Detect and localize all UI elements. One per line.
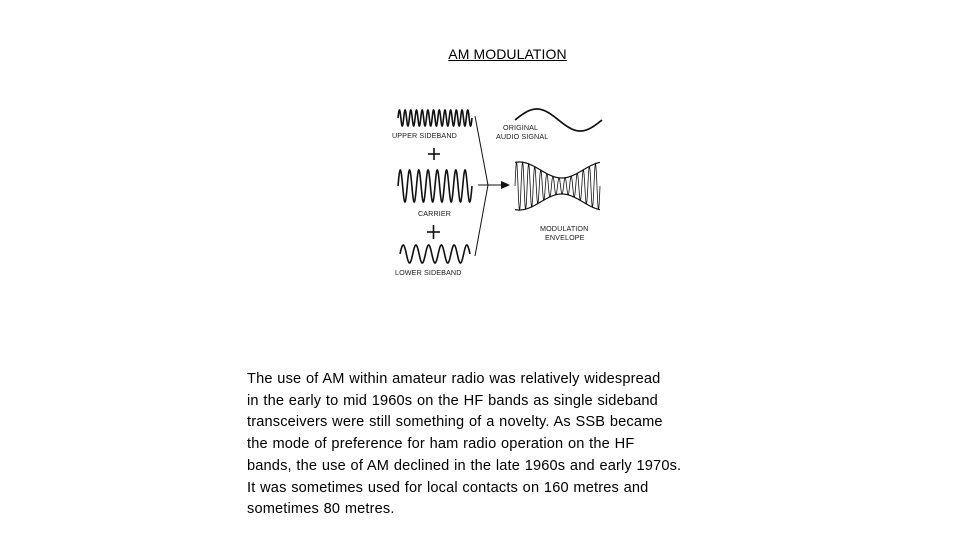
modulation-envelope — [515, 162, 600, 210]
body-line: the mode of preference for ham radio operation on the HF — [247, 436, 635, 453]
original-label-line1: ORIGINAL — [503, 123, 539, 132]
lower-sideband-wave — [400, 245, 470, 263]
carrier-label: CARRIER — [418, 209, 452, 218]
carrier-wave — [398, 170, 472, 202]
body-line: transceivers were still something of a novelty. As SSB became — [247, 414, 663, 431]
upper-sideband-label: UPPER SIDEBAND — [392, 131, 457, 140]
body-line: bands, the use of AM declined in the late 1960s and early 1970s. — [247, 457, 682, 474]
plus-icon — [427, 225, 440, 239]
body-line: sometimes 80 metres. — [247, 501, 395, 518]
body-line: It was sometimes used for local contacts on 160 metres and — [247, 479, 649, 496]
arrow-right-icon — [501, 181, 510, 189]
plus-icon — [428, 148, 440, 160]
modulation-label-line2: ENVELOPE — [545, 233, 585, 242]
slide-title: AM MODULATION — [448, 46, 567, 62]
upper-sideband-wave — [398, 110, 472, 126]
am-modulation-diagram — [390, 98, 610, 280]
original-label-line2: AUDIO SIGNAL — [496, 132, 549, 141]
modulation-label-line1: MODULATION — [540, 224, 589, 233]
body-paragraph — [247, 369, 747, 521]
body-line: The use of AM within amateur radio was relatively widespread — [247, 371, 661, 387]
lower-sideband-label: LOWER SIDEBAND — [395, 268, 462, 277]
body-line: in the early to mid 1960s on the HF bands as single sideband — [247, 392, 658, 409]
